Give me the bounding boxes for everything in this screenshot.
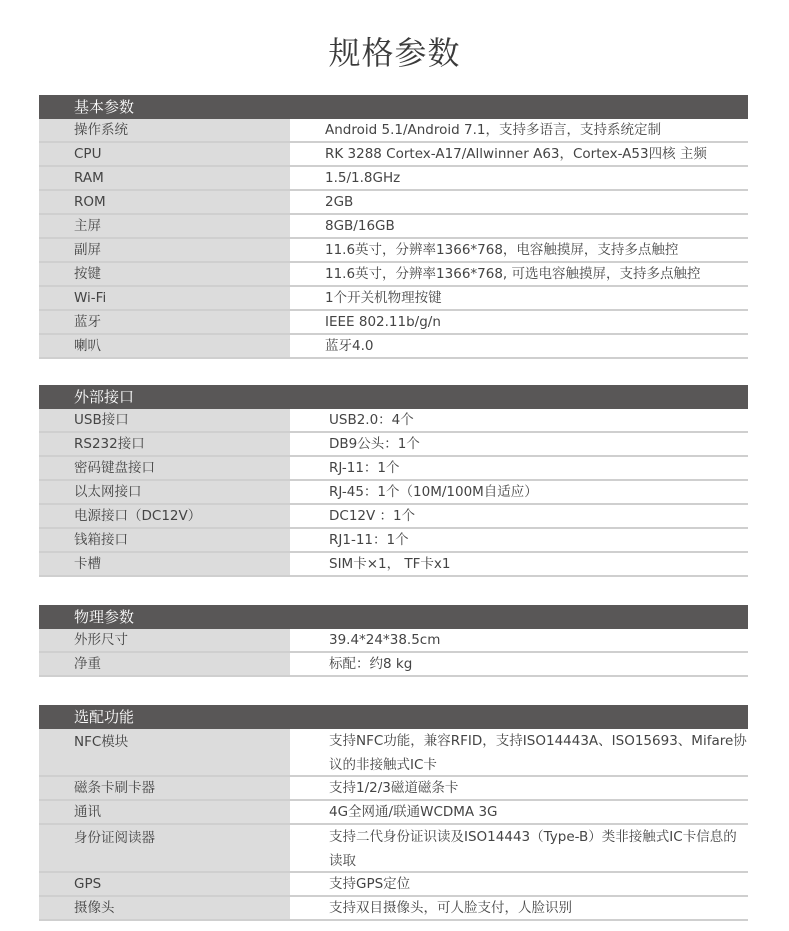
row-label: 钱箱接口 — [39, 529, 290, 551]
row-value: IEEE 802.11b/g/n — [290, 311, 748, 333]
section-external-ports — [39, 385, 748, 577]
row-value: RK 3288 Cortex-A17/Allwinner A63，Cortex-A53四核 主频 — [290, 143, 748, 165]
row-label: 按键 — [39, 263, 290, 285]
row-label: 摄像头 — [39, 897, 290, 919]
row-value: 蓝牙4.0 — [290, 335, 748, 357]
row-label: 电源接口（DC12V） — [39, 505, 290, 527]
row-value: 4G全网通/联通WCDMA 3G — [290, 801, 748, 823]
table-row — [39, 239, 748, 263]
row-value: 支持二代身份证识读及ISO14443（Type-B）类非接触式IC卡信息的读取 — [290, 825, 748, 871]
row-label: 磁条卡刷卡器 — [39, 777, 290, 799]
row-value: DC12V ：1个 — [290, 505, 748, 527]
table-row — [39, 409, 748, 433]
row-value: 标配：约8 kg — [290, 653, 748, 675]
row-value: USB2.0：4个 — [290, 409, 748, 431]
row-value: Android 5.1/Android 7.1，支持多语言，支持系统定制 — [290, 119, 748, 141]
row-value: 1.5/1.8GHz — [290, 167, 748, 189]
table-row — [39, 801, 748, 825]
row-label: 副屏 — [39, 239, 290, 261]
row-value: DB9公头：1个 — [290, 433, 748, 455]
row-label: 操作系统 — [39, 119, 290, 141]
row-label: 以太网接口 — [39, 481, 290, 503]
table-row — [39, 119, 748, 143]
row-label: CPU — [39, 143, 290, 165]
table-row — [39, 457, 748, 481]
row-label: NFC模块 — [39, 729, 290, 775]
table-row — [39, 653, 748, 677]
row-value: 39.4*24*38.5cm — [290, 629, 748, 651]
table-row — [39, 897, 748, 921]
row-label: 卡槽 — [39, 553, 290, 575]
table-row — [39, 215, 748, 239]
table-row — [39, 143, 748, 167]
row-value: 11.6英寸，分辨率1366*768，电容触摸屏，支持多点触控 — [290, 239, 748, 261]
row-label: USB接口 — [39, 409, 290, 431]
table-row — [39, 505, 748, 529]
section-optional-features — [39, 705, 748, 921]
table-row — [39, 263, 748, 287]
row-value: 支持NFC功能，兼容RFID，支持ISO14443A、ISO15693、Mifare协议的非接触式IC卡 — [290, 729, 748, 775]
row-label: 蓝牙 — [39, 311, 290, 333]
section-heading: 物理参数 — [39, 605, 748, 629]
table-row — [39, 335, 748, 359]
row-label: GPS — [39, 873, 290, 895]
row-label: 喇叭 — [39, 335, 290, 357]
row-label: 通讯 — [39, 801, 290, 823]
table-row — [39, 433, 748, 457]
table-row — [39, 825, 748, 873]
table-row — [39, 191, 748, 215]
table-row — [39, 481, 748, 505]
row-value: RJ-45：1个（10M/100M自适应） — [290, 481, 748, 503]
row-value: 支持双目摄像头，可人脸支付，人脸识别 — [290, 897, 748, 919]
section-physical-params — [39, 605, 748, 677]
row-value: 8GB/16GB — [290, 215, 748, 237]
table-row — [39, 553, 748, 577]
table-row — [39, 873, 748, 897]
row-value: 11.6英寸，分辨率1366*768, 可选电容触摸屏，支持多点触控 — [290, 263, 748, 285]
table-row — [39, 729, 748, 777]
table-row — [39, 311, 748, 335]
row-value: RJ-11：1个 — [290, 457, 748, 479]
row-label: 净重 — [39, 653, 290, 675]
table-row — [39, 629, 748, 653]
row-value: SIM卡×1， TF卡x1 — [290, 553, 748, 575]
section-heading: 基本参数 — [39, 95, 748, 119]
row-label: RAM — [39, 167, 290, 189]
table-row — [39, 777, 748, 801]
table-row — [39, 287, 748, 311]
row-value: 支持1/2/3磁道磁条卡 — [290, 777, 748, 799]
page-title: 规格参数 — [328, 34, 461, 72]
row-value: 支持GPS定位 — [290, 873, 748, 895]
row-label: RS232接口 — [39, 433, 290, 455]
row-value: RJ1-11：1个 — [290, 529, 748, 551]
table-row — [39, 529, 748, 553]
row-label: 身份证阅读器 — [39, 825, 290, 871]
row-label: Wi-Fi — [39, 287, 290, 309]
row-label: 密码键盘接口 — [39, 457, 290, 479]
section-heading: 选配功能 — [39, 705, 748, 729]
section-heading: 外部接口 — [39, 385, 748, 409]
row-label: ROM — [39, 191, 290, 213]
row-value: 2GB — [290, 191, 748, 213]
row-value: 1个开关机物理按键 — [290, 287, 748, 309]
row-label: 外形尺寸 — [39, 629, 290, 651]
section-basic-params — [39, 95, 748, 359]
table-row — [39, 167, 748, 191]
row-label: 主屏 — [39, 215, 290, 237]
